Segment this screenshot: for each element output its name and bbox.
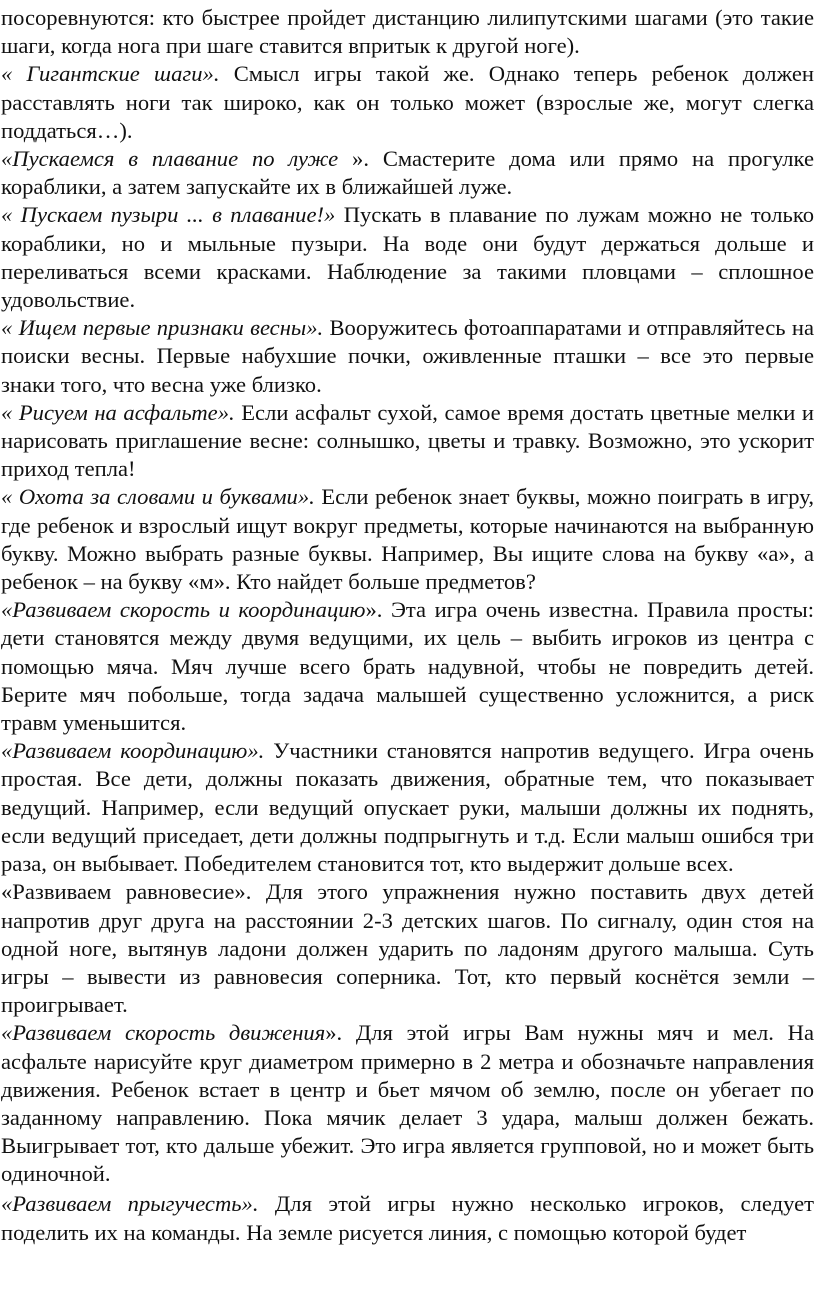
game-description: «Развиваем равновесие». Для этого упражнения нужно поставить двух детей напротив друг друга на расстоянии 2-3 детских шагов. По сигналу, один стоя на одной ноге, вытянув ладони должен ударить по ладоням другого малыша. Суть игры – вывести из равновесия соперника. Тот, кто первый коснётся земли – проигрывает.	[1, 879, 814, 1018]
paragraph-giant-steps	[1, 60, 814, 145]
paragraph-speed-coordination	[1, 596, 814, 737]
game-title: « Рисуем на асфальте».	[1, 399, 235, 425]
game-title: «Развиваем координацию».	[1, 738, 265, 764]
game-title: «Пускаемся в плавание по луже	[1, 146, 339, 172]
paragraph-asphalt-drawing	[1, 399, 814, 484]
game-title: « Пускаем пузыри ... в плавание!»	[1, 202, 336, 228]
game-description: Пускать в плавание по лужам можно не только кораблики, но и мыльные пузыри. На воде они будут держаться дольше и переливаться всеми красками. Наблюдение за такими пловцами – сплошное удовольствие.	[1, 202, 814, 313]
game-description: ». Смастерите дома или прямо на прогулке кораблики, а затем запускайте их в ближайшей луже.	[1, 146, 814, 200]
game-description: Для этой игры нужно несколько игроков, следует поделить их на команды. На земле рисуется линия, с помощью которой будет	[1, 1190, 814, 1245]
game-description: Вооружитесь фотоаппаратами и отправляйтесь на поиски весны. Первые набухшие почки, оживленные пташки – все это первые знаки того, что весна уже близко.	[1, 315, 814, 397]
game-description: Смысл игры такой же. Однако теперь ребенок должен расставлять ноги так широко, как он только может (взрослые же, могут слегка поддаться…).	[1, 61, 815, 143]
paragraph-jumping	[1, 1189, 814, 1247]
game-title: « Охота за словами и буквами».	[1, 484, 315, 510]
paragraph-word-hunt	[1, 483, 814, 596]
paragraph-movement-speed	[1, 1019, 814, 1188]
game-description: посоревнуются: кто быстрее пройдет дистанцию лилипутскими шагами (это такие шаги, когда нога при шаге ставится впритык к другой ноге).	[1, 5, 814, 59]
game-description: Участники становятся напротив ведущего. Игра очень простая. Все дети, должны показать движения, обратные тем, что показывает ведущий. Например, если ведущий опускает руки, малыши должны их поднять, если ведущий приседает, дети должны подпрыгнуть и т.д. Если малыш ошибся три раза, он выбывает. Победителем становится тот, кто выдержит дольше всех.	[1, 738, 814, 877]
game-description: ». Эта игра очень известна. Правила просты: дети становятся между двумя ведущими, их цель – выбить игроков из центра с помощью мяча. Мяч лучше всего брать надувной, чтобы не повредить детей. Берите мяч побольше, тогда задача малышей существенно усложнится, а риск травм уменьшится.	[1, 597, 814, 736]
game-title: «Развиваем скорость движения	[1, 1020, 326, 1046]
paragraph-puddle-sailing	[1, 145, 814, 201]
game-title: «Развиваем скорость и координацию	[1, 597, 366, 623]
game-description: ». Для этой игры Вам нужны мяч и мел. На асфальте нарисуйте круг диаметром примерно в 2 метра и обозначьте направления движения. Ребенок встает в центр и бьет мячом об землю, после он убегает по заданному направлению. Пока мячик делает 3 удара, малыш должен бежать. Выигрывает тот, кто дальше убежит. Это игра является групповой, но и может быть одиночной.	[1, 1020, 814, 1187]
game-title: « Ищем первые признаки весны».	[1, 315, 324, 341]
game-description: Если ребенок знает буквы, можно поиграть в игру, где ребенок и взрослый ищут вокруг предметы, которые начинаются на выбранную букву. Можно выбрать разные буквы. Например, Вы ищите слова на букву «а», а ребенок – на букву «м». Кто найдет больше предметов?	[1, 484, 814, 595]
game-title: « Гигантские шаги».	[1, 61, 220, 87]
paragraph-balance	[1, 878, 814, 1019]
paragraph-intro-continuation	[1, 4, 814, 60]
paragraph-spring-signs	[1, 314, 814, 399]
paragraph-bubbles	[1, 201, 814, 314]
game-title: «Развиваем прыгучесть».	[1, 1190, 259, 1216]
game-description: Если асфальт сухой, самое время достать цветные мелки и нарисовать приглашение весне: солнышко, цветы и травку. Возможно, это ускорит приход тепла!	[1, 399, 815, 482]
paragraph-coordination	[1, 737, 814, 878]
